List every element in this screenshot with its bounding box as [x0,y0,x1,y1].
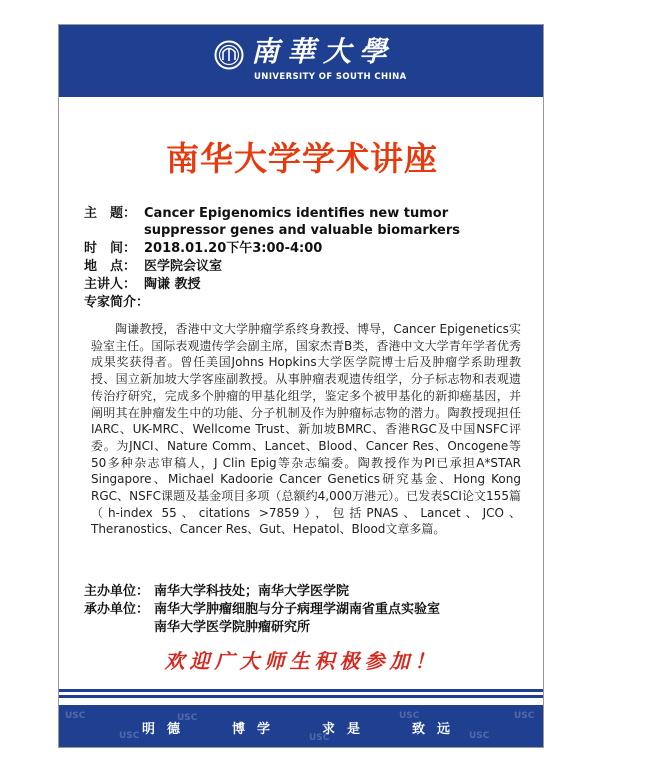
university-name-cn: 南華大學 [251,35,396,68]
watermark-text: USC [399,711,420,721]
bio-label: 专家简介： [84,295,150,310]
speaker-row [84,276,524,293]
co-organizer-row-2 [84,619,534,636]
place-label: 地 点： [84,259,137,274]
watermark-text: USC [514,711,535,721]
watermark-text: USC [469,731,490,741]
watermark-text: USC [119,731,140,741]
motto-item: 博学 [231,721,282,737]
university-name-en: UNIVERSITY OF SOUTH CHINA [254,72,407,82]
co-organizer-row [84,601,534,618]
bio-heading-row [84,294,524,311]
decorative-stripes [59,689,544,701]
co-organizer-label: 承办单位： [84,602,150,617]
motto-item: 明德 [141,721,192,737]
time-row [84,240,524,257]
welcome-slogan: 欢迎广大师生积极参加！ [164,649,440,673]
lecture-poster [58,24,544,748]
host-label: 主办单位： [84,584,150,599]
motto-item: 求是 [322,721,373,737]
watermark-text: USC [309,733,330,743]
poster-footer [59,705,544,748]
speaker-value: 陶谦 教授 [144,277,201,292]
place-value: 医学院会议室 [144,259,223,274]
speaker-label: 主讲人： [84,277,137,292]
motto-item: 致远 [412,721,463,737]
co-organizer-value-2: 南华大学医学院肿瘤研究所 [154,620,311,635]
lecture-info [84,205,524,312]
watermark-text: USC [177,713,198,723]
watermark-text: USC [65,711,86,721]
university-emblem-icon [214,40,244,70]
speaker-bio: 陶谦教授，香港中文大学肿瘤学系终身教授、博导，Cancer Epigenetics实验室主任。国际表观遗传学会副主席，国家杰青B类，香港中文大学青年学者优秀成果奖获得者。曾任美国Johns Hopkins大学医学院博士后及肿瘤学系助理教授、国立新加坡大学客座副教授。从事肿瘤表观遗传组学，分子标志物和表观遗传治疗研究，完成多个肿瘤的甲基化组学，鉴定多个被甲基化的新抑癌基因，并阐明其在肿瘤发生中的功能、分子机制及作为肿瘤标志物的潜力。陶教授现担任IARC、UK-MRC、Wellcome Trust、新加坡BMRC、香港RGC及中国NSFC评委。为JNCI、Nature Comm、Lancet、Blood、Cancer Res、Oncogene等50多种杂志审稿人，J Clin Epig等杂志编委。陶教授作为PI已承担A*STAR Singapore、Michael Kadoorie Cancer Genetics研究基金、Hong Kong RGC、NSFC课题及基金项目多项（总额约4,000万港元）。已发表SCI论文155篇（h-index 55、citations >7859），包括PNAS、Lancet、JCO、Theranostics、Cancer Res、Gut、Hepatol、Blood文章多篇。 [91,322,521,537]
time-value: 2018.01.20下午3:00-4:00 [144,241,323,256]
time-label: 时 间： [84,241,137,256]
topic-row [84,205,524,239]
host-value: 南华大学科技处；南华大学医学院 [154,584,350,599]
co-organizer-value-1: 南华大学肿瘤细胞与分子病理学湖南省重点实验室 [154,602,441,617]
place-row [84,258,524,275]
poster-title: 南华大学学术讲座 [166,139,438,178]
topic-value: Cancer Epigenomics identifies new tumor suppressor genes and valuable biomarkers [144,206,461,238]
topic-label: 主 题： [84,206,137,221]
organizers [84,583,534,637]
host-row [84,583,534,600]
poster-header [59,25,544,97]
